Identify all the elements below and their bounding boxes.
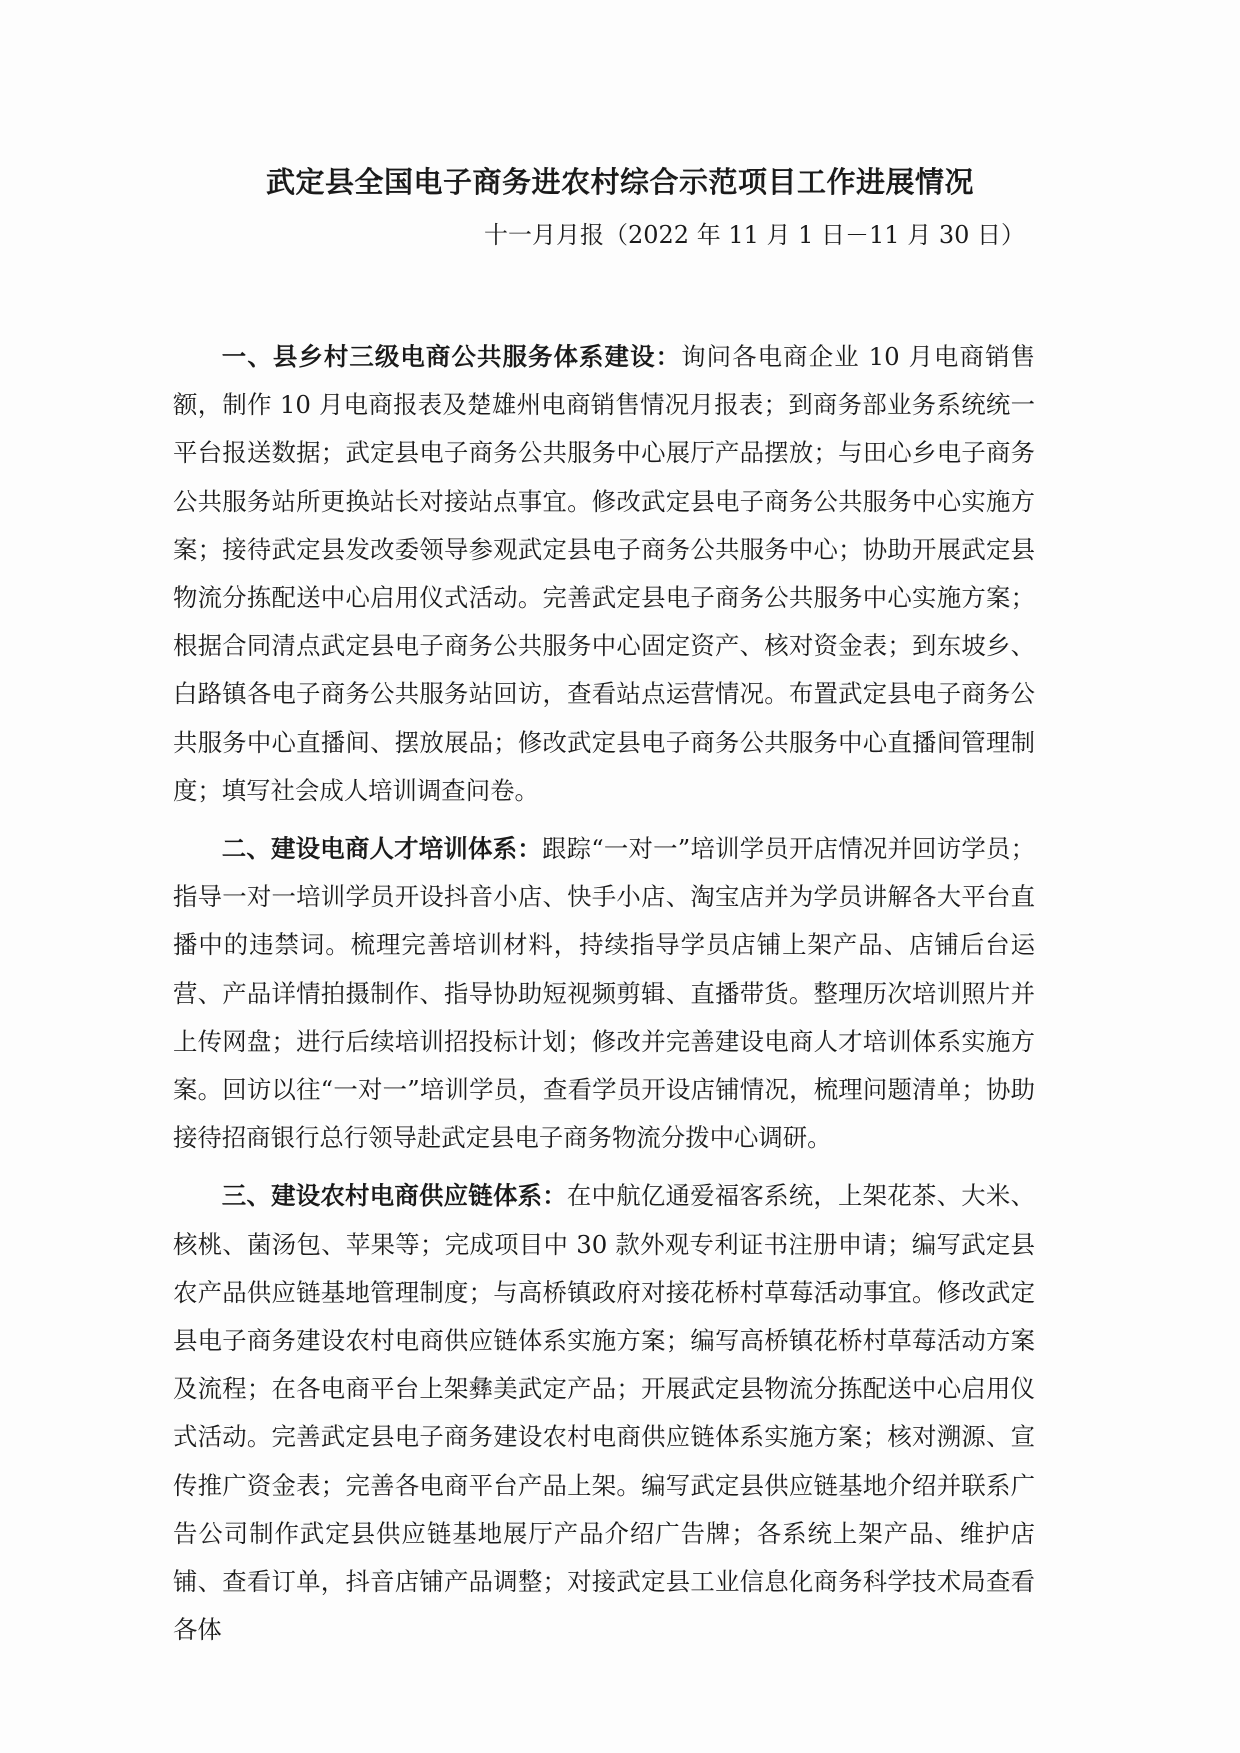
section-text: 跟踪“一对一”培训学员开店情况并回访学员；指导一对一培训学员开设抖音小店、快手小店、淘宝店并为学员讲解各大平台直播中的违禁词。梳理完善培训材料，持续指导学员店铺上架产品、店铺后台运营、产品详情拍摄制作、指导协助短视频剪辑、直播带货。整理历次培训照片并上传网盘；进行后续培训招投标计划；修改并完善建设电商人才培训体系实施方案。回访以往“一对一”培训学员，查看学员开设店铺情况，梳理问题清单；协助接待招商银行总行领导赴武定县电子商务物流分拨中心调研。 [173, 834, 1035, 1153]
document-body [173, 333, 1035, 1664]
document-subtitle: 十一月月报（2022 年 11 月 1 日－11 月 30 日） [484, 221, 1025, 249]
document-title: 武定县全国电子商务进农村综合示范项目工作进展情况 [265, 165, 974, 199]
section-text: 询问各电商企业 10 月电商销售额，制作 10 月电商报表及楚雄州电商销售情况月报表；到商务部业务系统统一平台报送数据；武定县电子商务公共服务中心展厅产品摆放；与田心乡电子商务公共服务站所更换站长对接站点事宜。修改武定县电子商务公共服务中心实施方案；接待武定县发改委领导参观武定县电子商务公共服务中心；协助开展武定县物流分拣配送中心启用仪式活动。完善武定县电子商务公共服务中心实施方案；根据合同清点武定县电子商务公共服务中心固定资产、核对资金表；到东坡乡、白路镇各电子商务公共服务站回访，查看站点运营情况。布置武定县电子商务公共服务中心直播间、摆放展品；修改武定县电子商务公共服务中心直播间管理制度；填写社会成人培训调查问卷。 [173, 342, 1035, 805]
section-heading: 一、县乡村三级电商公共服务体系建设： [221, 342, 682, 371]
section-paragraph [173, 333, 1035, 815]
section-paragraph [173, 825, 1035, 1162]
section-paragraph [173, 1172, 1035, 1654]
section-heading: 二、建设电商人才培训体系： [221, 834, 542, 864]
section-text: 在中航亿通爱福客系统，上架花茶、大米、核桃、菌汤包、苹果等；完成项目中 30 款外观专利证书注册申请；编写武定县农产品供应链基地管理制度；与高桥镇政府对接花桥村草莓活动事宜。修改武定县电子商务建设农村电商供应链体系实施方案；编写高桥镇花桥村草莓活动方案及流程；在各电商平台上架彝美武定产品；开展武定县物流分拣配送中心启用仪式活动。完善武定县电子商务建设农村电商供应链体系实施方案；核对溯源、宣传推广资金表；完善各电商平台产品上架。编写武定县供应链基地介绍并联系广告公司制作武定县供应链基地展厅产品介绍广告牌；各系统上架产品、维护店铺、查看订单，抖音店铺产品调整；对接武定县工业信息化商务科学技术局查看各体 [173, 1181, 1035, 1645]
section-heading: 三、建设农村电商供应链体系： [221, 1181, 567, 1211]
